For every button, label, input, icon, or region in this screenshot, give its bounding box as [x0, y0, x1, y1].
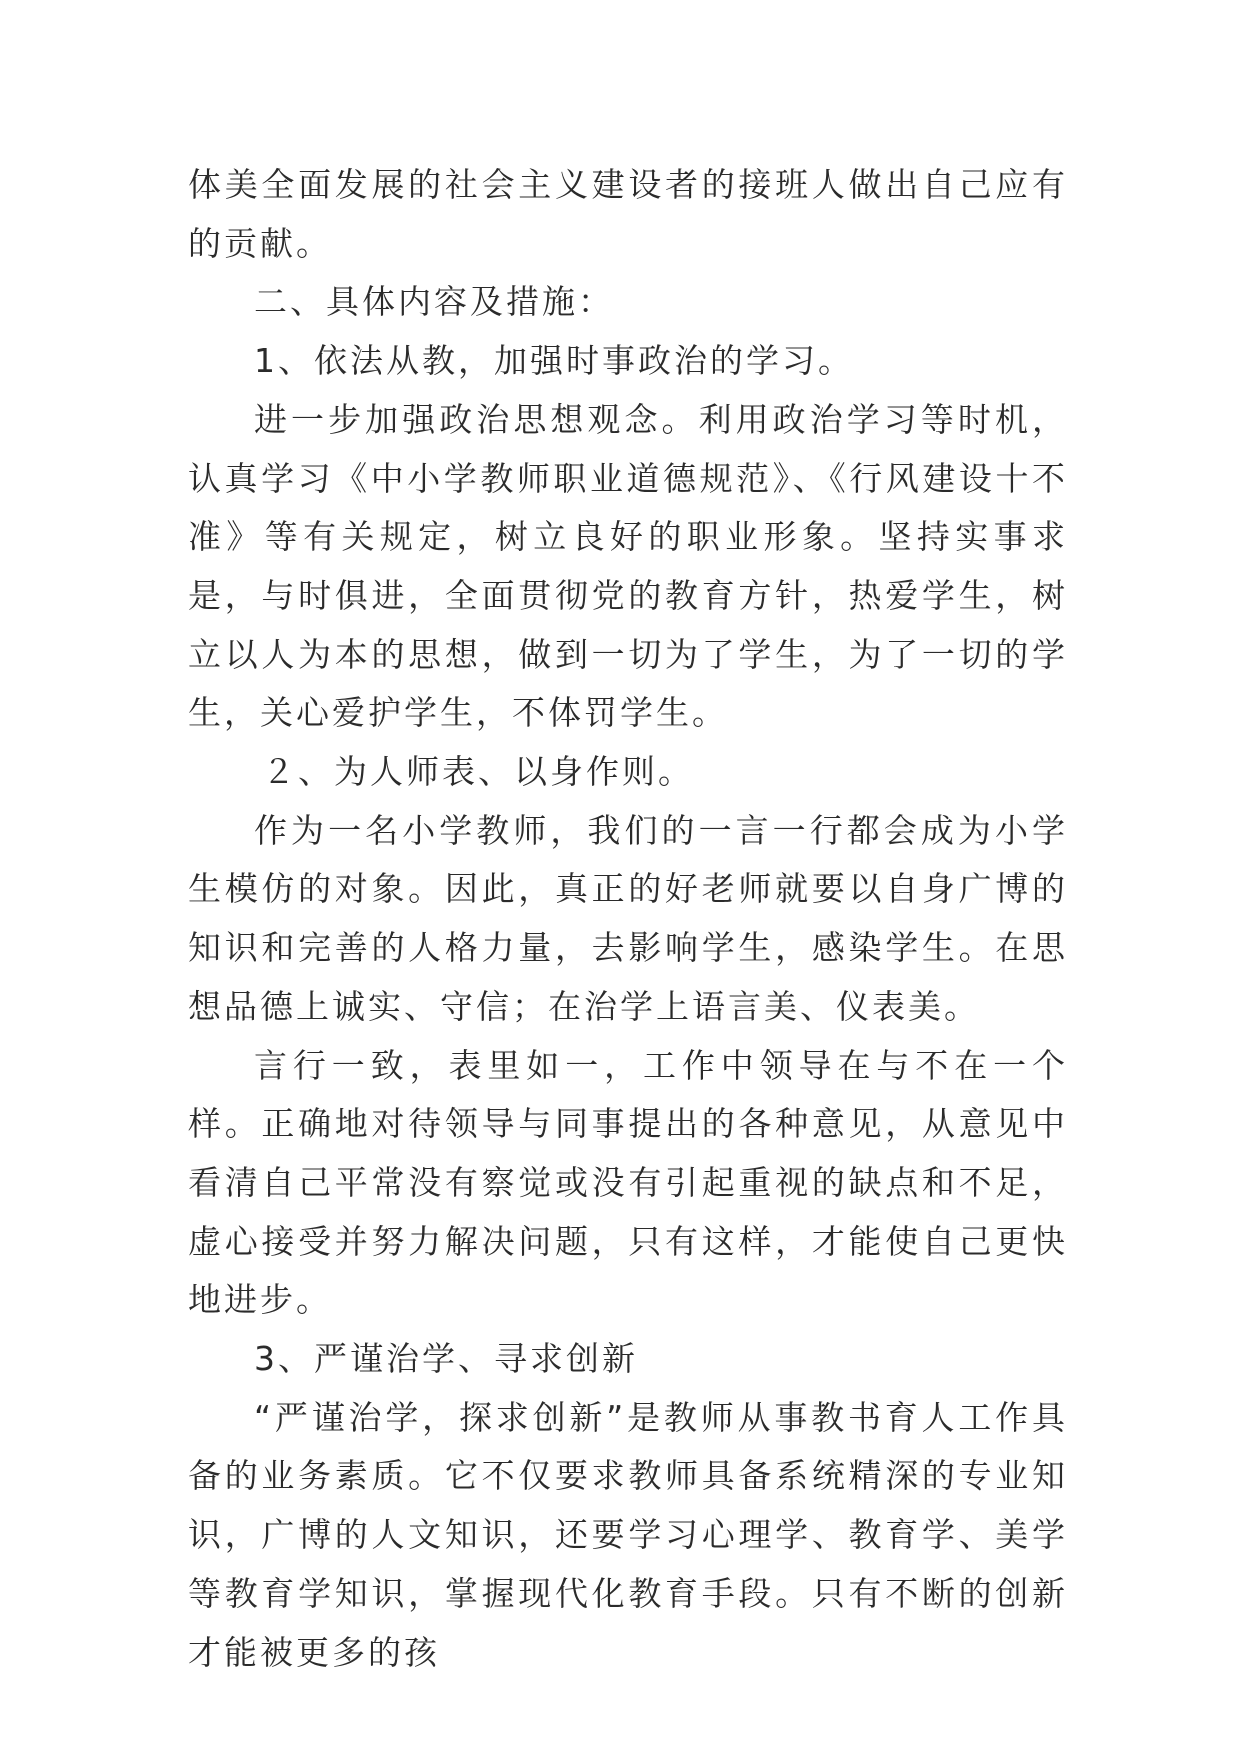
subheading-1: 1、依法从教，加强时事政治的学习。: [254, 341, 854, 381]
section-heading-2: 二、具体内容及措施：: [254, 282, 614, 322]
subheading-3: 3、严谨治学、寻求创新: [254, 1339, 638, 1379]
subheading-2: ２、为人师表、以身作则。: [262, 752, 694, 792]
paragraph: 作为一名小学教师，我们的一言一行都会成为小学生模仿的对象。因此，真正的好老师就要以自身广博的知识和完善的人格力量，去影响学生，感染学生。在思想品德上诚实、守信；在治学上语言美、仪表美。: [188, 810, 1068, 1026]
paragraph-continuation: 体美全面发展的社会主义建设者的接班人做出自己应有的贡献。: [188, 165, 1068, 263]
paragraph: 进一步加强政治思想观念。利用政治学习等时机，认真学习《中小学教师职业道德规范》、《行风建设十不准》等有关规定，树立良好的职业形象。坚持实事求是，与时俱进，全面贯彻党的教育方针，热爱学生，树立以人为本的思想，做到一切为了学生，为了一切的学生，关心爱护学生，不体罚学生。: [188, 399, 1068, 733]
body-text: [188, 156, 1068, 1682]
paragraph: “严谨治学，探求创新”是教师从事教书育人工作具备的业务素质。它不仅要求教师具备系统精深的专业知识，广博的人文知识，还要学习心理学、教育学、美学等教育学知识，掌握现代化教育手段。只有不断的创新才能被更多的孩: [188, 1397, 1068, 1672]
paragraph: 言行一致，表里如一，工作中领导在与不在一个样。正确地对待领导与同事提出的各种意见，从意见中看清自己平常没有察觉或没有引起重视的缺点和不足，虚心接受并努力解决问题，只有这样，才能使自己更快地进步。: [188, 1045, 1068, 1320]
